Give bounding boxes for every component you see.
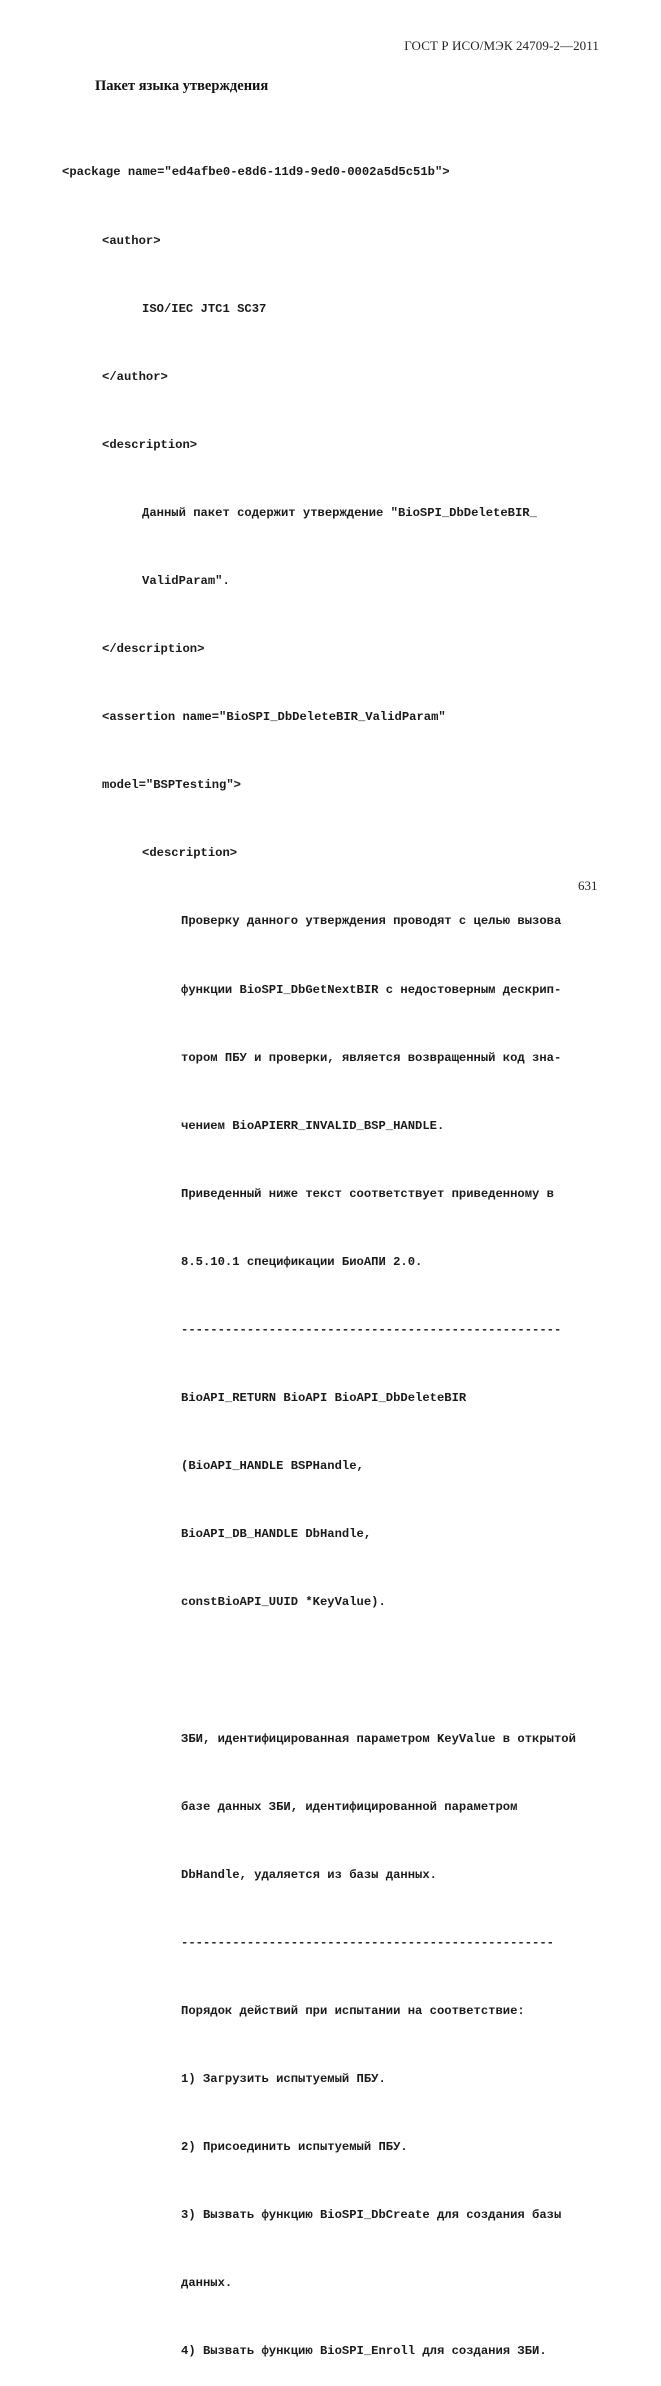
code-line-function-description: базе данных ЗБИ, идентифицированной параметром: [181, 1799, 518, 1814]
code-line-author-open: <author>: [102, 233, 161, 248]
code-line-assertion-description-text: 8.5.10.1 спецификации БиоАПИ 2.0.: [181, 1254, 423, 1269]
code-line-assertion-description-text: функции BioSPI_DbGetNextBIR с недостоверным дескрип-: [181, 982, 562, 997]
code-line-function-description: DbHandle, удаляется из базы данных.: [181, 1867, 437, 1882]
code-line-assertion-description-text: Проверку данного утверждения проводят с целью вызова: [181, 914, 562, 929]
code-line-description-open: <description>: [102, 437, 198, 452]
code-line-function-signature: BioAPI_DB_HANDLE DbHandle,: [181, 1527, 372, 1542]
code-listing: [62, 116, 576, 2386]
code-line-procedure-step: данных.: [181, 2276, 233, 2291]
code-line-assertion-description-text: тором ПБУ и проверки, является возвращенный код зна-: [181, 1050, 562, 1065]
code-line-separator: ---------------------------------------------------: [181, 1935, 554, 1950]
document-header-standard-id: ГОСТ Р ИСО/МЭК 24709-2—2011: [404, 38, 599, 53]
code-line-function-signature: BioAPI_RETURN BioAPI BioAPI_DbDeleteBIR: [181, 1391, 467, 1406]
section-title: Пакет языка утверждения: [95, 78, 269, 94]
code-line-assertion-open: <assertion name="BioSPI_DbDeleteBIR_ValidParam": [102, 710, 446, 725]
code-line-package-open: <package name="ed4afbe0-e8d6-11d9-9ed0-0002a5d5c51b">: [62, 165, 450, 180]
code-line-procedure-step: 4) Вызвать функцию BioSPI_Enroll для создания ЗБИ.: [181, 2344, 547, 2359]
code-line-assertion-description-text: чением BioAPIERR_INVALID_BSP_HANDLE.: [181, 1118, 445, 1133]
code-line-assertion-description-open: <description>: [142, 846, 238, 861]
code-line-procedure-step: 2) Присоединить испытуемый ПБУ.: [181, 2140, 408, 2155]
code-line-assertion-description-text: Приведенный ниже текст соответствует приведенному в: [181, 1186, 554, 1201]
code-line-description-text: Данный пакет содержит утверждение "BioSPI_DbDeleteBIR_: [142, 505, 537, 520]
code-line-description-close: </description>: [102, 642, 205, 657]
code-line-separator: ----------------------------------------------------: [181, 1323, 562, 1337]
code-line-function-signature: (BioAPI_HANDLE BSPHandle,: [181, 1459, 364, 1474]
code-line-procedure-heading: Порядок действий при испытании на соответствие:: [181, 2003, 525, 2018]
page-number: 631: [578, 878, 598, 893]
code-line-description-text: ValidParam".: [142, 573, 230, 588]
code-line-function-description: ЗБИ, идентифицированная параметром KeyValue в открытой: [181, 1731, 576, 1746]
code-line-procedure-step: 3) Вызвать функцию BioSPI_DbCreate для создания базы: [181, 2208, 562, 2223]
code-line-assertion-model: model="BSPTesting">: [102, 778, 241, 793]
code-line-author-value: ISO/IEC JTC1 SC37: [142, 301, 267, 316]
code-line-author-close: </author>: [102, 369, 168, 384]
code-line-procedure-step: 1) Загрузить испытуемый ПБУ.: [181, 2072, 386, 2087]
code-line-blank: [62, 1659, 576, 1682]
code-line-function-signature: constBioAPI_UUID *KeyValue).: [181, 1595, 386, 1610]
